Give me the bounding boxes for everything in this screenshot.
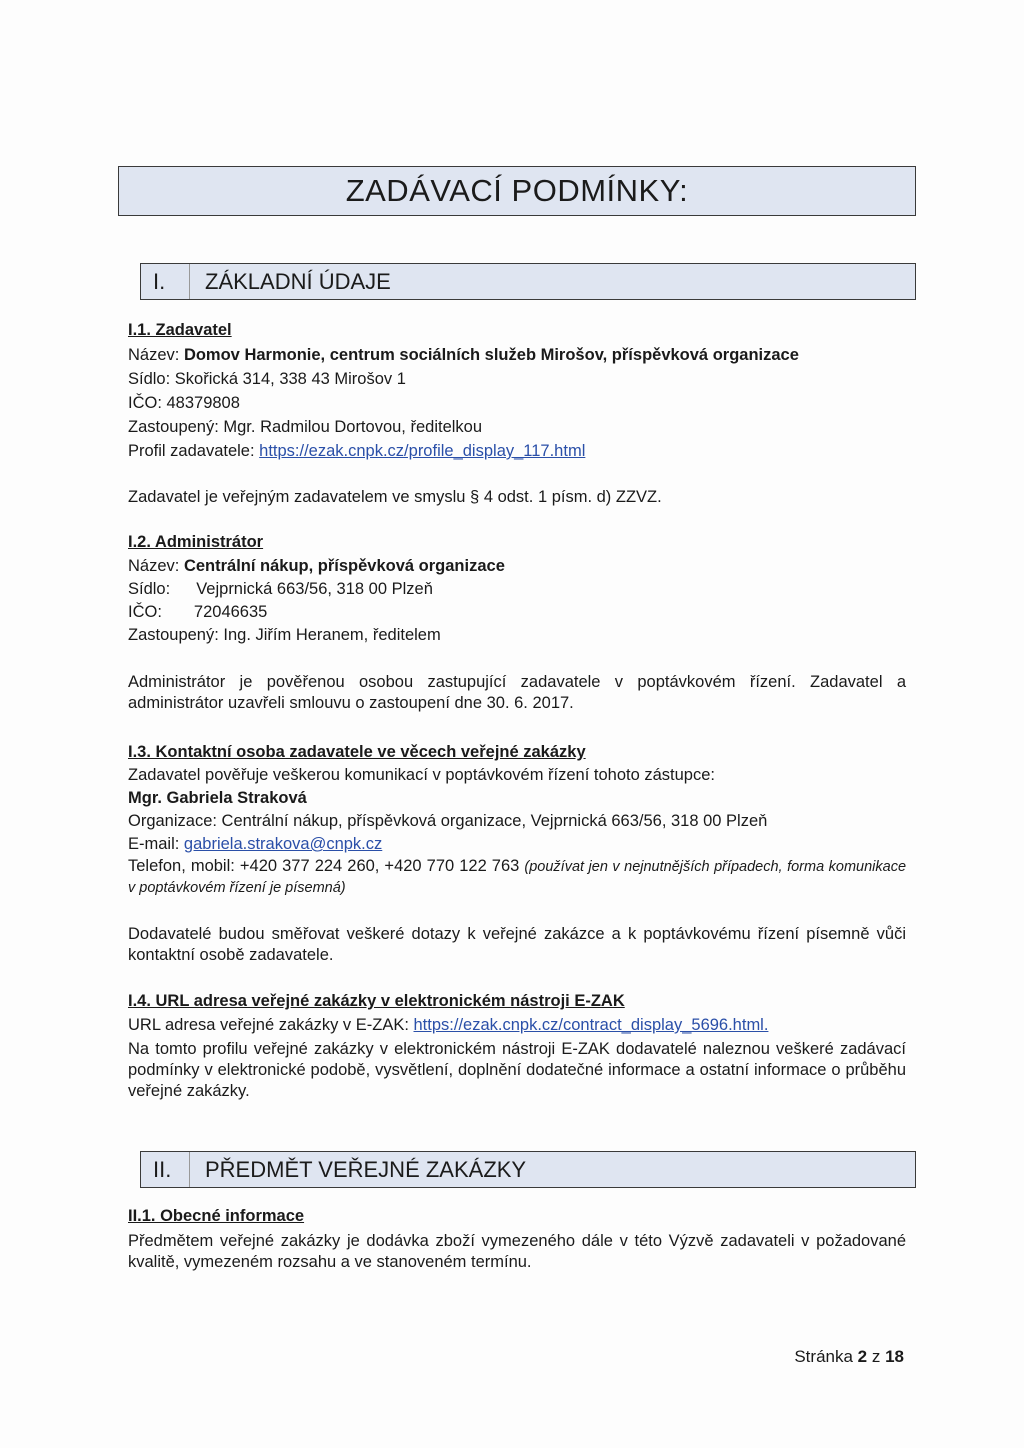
section-2-header [140, 1151, 916, 1188]
contact-intro: Zadavatel pověřuje veškerou komunikací v poptávkovém řízení tohoto zástupce: [128, 766, 715, 784]
administrator-ico-value: 72046635 [193, 603, 268, 621]
section-2-number: II. [153, 1156, 172, 1182]
page-separator: z [867, 1347, 886, 1366]
administrator-seat-value: Vejprnická 663/56, 318 00 Plzeň [196, 580, 433, 598]
ezak-paragraph: Na tomto profilu veřejné zakázky v elektronickém nástroji E-ZAK dodavatelé naleznou veškeré zadávací podmínky v elektronické podobě, vysvětlení, doplnění dodatečné informace a ostatní informace o průběhu veřejné zakázky. [128, 1040, 906, 1100]
subsection-1-4-heading: I.4. URL adresa veřejné zakázky v elektronickém nástroji E-ZAK [128, 992, 625, 1010]
page-prefix: Stránka [794, 1347, 858, 1366]
email-link[interactable]: gabriela.strakova@cnpk.cz [183, 835, 383, 853]
administrator-ico [128, 603, 267, 623]
contract-url-label: URL adresa veřejné zakázky v E-ZAK: [128, 1016, 414, 1034]
section-1-header [140, 263, 916, 300]
profile-link[interactable]: https://ezak.cnpk.cz/profile_display_117.html [259, 442, 586, 460]
contact-paragraph: Dodavatelé budou směřovat veškeré dotazy k veřejné zakázce a k poptávkovému řízení písemně vůči kontaktní osobě zadavatele. [128, 925, 906, 964]
administrator-name [128, 557, 505, 577]
contact-person: Mgr. Gabriela Straková [128, 789, 307, 807]
section-2-title: PŘEDMĚT VEŘEJNÉ ZAKÁZKY [205, 1156, 527, 1182]
administrator-ico-label: IČO: [128, 603, 162, 621]
contact-email [128, 835, 382, 855]
email-label: E-mail: [128, 835, 184, 853]
administrator-seat [128, 580, 433, 600]
phone-text: Telefon, mobil: +420 377 224 260, +420 770 122 763 [128, 857, 520, 875]
page-current: 2 [857, 1347, 868, 1366]
administrator-seat-label: Sídlo: [128, 580, 171, 598]
administrator-representative: Zastoupený: Ing. Jiřím Heranem, ředitelem [128, 626, 441, 644]
subject-paragraph: Předmětem veřejné zakázky je dodávka zboží vymezeného dále v této Výzvě zadavateli v požadované kvalitě, vymezeném rozsahu a ve stanoveném termínu. [128, 1232, 906, 1271]
zadavatel-note: Zadavatel je veřejným zadavatelem ve smyslu § 4 odst. 1 písm. d) ZZVZ. [128, 488, 662, 506]
zadavatel-name-value: Domov Harmonie, centrum sociálních služeb Mirošov, příspěvková organizace [183, 346, 799, 364]
subsection-1-1-heading: I.1. Zadavatel [128, 321, 232, 339]
subsection-1-2-heading: I.2. Administrátor [128, 533, 264, 551]
header-divider [189, 1152, 190, 1187]
zadavatel-representative: Zastoupený: Mgr. Radmilou Dortovou, ředitelkou [128, 418, 483, 436]
phone-note: (používat jen v nejnutnějších případech, forma komunikace v poptávkovém řízení je písemná) [128, 859, 907, 896]
zadavatel-name-label: Název: [128, 346, 184, 364]
subsection-1-3-heading: I.3. Kontaktní osoba zadavatele ve věcech veřejné zakázky [128, 743, 586, 761]
administrator-name-value: Centrální nákup, příspěvková organizace [183, 557, 505, 575]
administrator-name-label: Název: [128, 557, 184, 575]
contract-url [128, 1016, 768, 1036]
contact-organization: Organizace: Centrální nákup, příspěvková organizace, Vejprnická 663/56, 318 00 Plzeň [128, 812, 768, 830]
contact-phone [128, 856, 906, 898]
document-title: ZADÁVACÍ PODMÍNKY: [118, 166, 916, 216]
page-number [794, 1347, 904, 1367]
section-1-title: ZÁKLADNÍ ÚDAJE [205, 268, 391, 294]
subsection-2-1-heading: II.1. Obecné informace [128, 1207, 305, 1225]
zadavatel-ico: IČO: 48379808 [128, 394, 240, 412]
zadavatel-seat: Sídlo: Skořická 314, 338 43 Mirošov 1 [128, 370, 406, 388]
administrator-paragraph: Administrátor je pověřenou osobou zastupující zadavatele v poptávkovém řízení. Zadavatel a administrátor uzavřeli smlouvu o zastoupení dne 30. 6. 2017. [128, 673, 906, 712]
header-divider [189, 264, 190, 299]
page-total: 18 [885, 1347, 904, 1366]
zadavatel-name [128, 346, 799, 366]
zadavatel-profile [128, 442, 585, 462]
contract-url-link[interactable]: https://ezak.cnpk.cz/contract_display_5696.html. [413, 1016, 769, 1034]
section-1-number: I. [153, 268, 166, 294]
profile-label: Profil zadavatele: [128, 442, 260, 460]
